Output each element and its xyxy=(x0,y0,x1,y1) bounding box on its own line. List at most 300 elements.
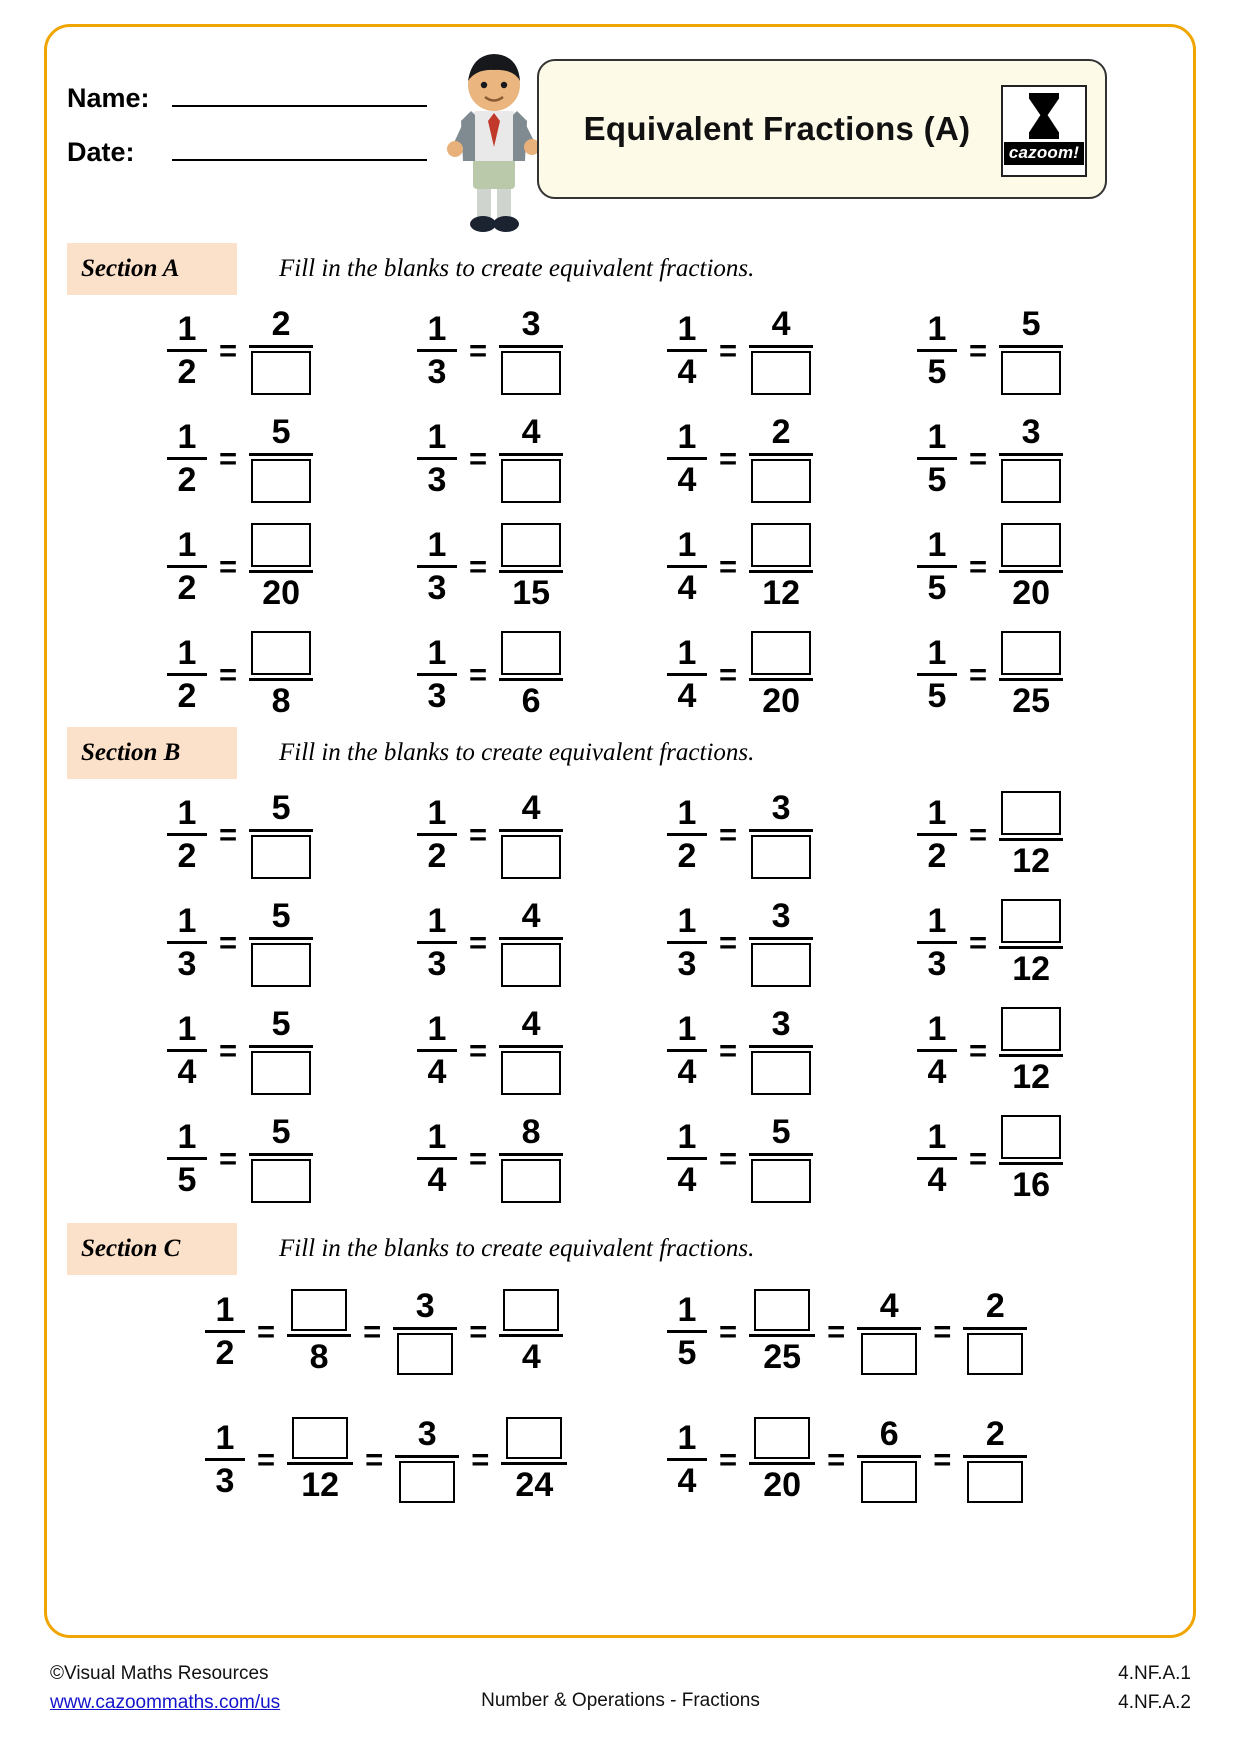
fraction-bar xyxy=(249,1045,313,1048)
numerator: 1 xyxy=(927,1009,947,1048)
fraction-left xyxy=(167,1009,207,1092)
fraction-bar xyxy=(249,937,313,940)
fraction-bar xyxy=(749,1334,815,1337)
fraction-bar xyxy=(417,457,457,460)
equals-sign: = xyxy=(719,816,738,852)
equals-sign: = xyxy=(969,1140,988,1176)
website-link[interactable]: www.cazoommaths.com/us xyxy=(50,1691,281,1713)
answer-box[interactable] xyxy=(501,835,561,879)
worksheet-header xyxy=(47,27,1193,227)
problem-a-13 xyxy=(167,631,313,719)
fraction-bar xyxy=(499,1334,563,1337)
answer-box[interactable] xyxy=(967,1461,1023,1503)
answer-box[interactable] xyxy=(501,943,561,987)
problem-b-10 xyxy=(417,1007,563,1095)
equals-sign: = xyxy=(469,1313,488,1349)
denominator: 20 xyxy=(763,1466,802,1504)
fraction-bar xyxy=(499,829,563,832)
fraction-1 xyxy=(205,1418,245,1501)
answer-box[interactable] xyxy=(291,1289,347,1331)
answer-box[interactable] xyxy=(506,1417,562,1459)
fraction-left xyxy=(167,525,207,608)
fraction-right xyxy=(749,631,813,719)
fraction-bar xyxy=(417,941,457,944)
fraction-left xyxy=(917,525,957,608)
problem-a-10 xyxy=(417,523,563,611)
fraction-left xyxy=(667,417,707,500)
fraction-right xyxy=(749,791,813,879)
section-b-bar xyxy=(67,727,237,779)
problem-a-1 xyxy=(167,307,313,395)
fraction-bar xyxy=(417,349,457,352)
equals-sign: = xyxy=(219,816,238,852)
equals-sign: = xyxy=(219,332,238,368)
date-row xyxy=(67,135,427,168)
denominator: 3 xyxy=(677,945,697,984)
denominator: 4 xyxy=(677,1161,697,1200)
fraction-bar xyxy=(749,453,813,456)
fraction-2 xyxy=(749,1289,815,1375)
problem-b-12 xyxy=(917,1007,1063,1095)
denominator: 2 xyxy=(177,837,197,876)
denominator: 6 xyxy=(521,682,541,720)
answer-box[interactable] xyxy=(501,1159,561,1203)
denominator: 3 xyxy=(177,945,197,984)
answer-box[interactable] xyxy=(501,1051,561,1095)
answer-box[interactable] xyxy=(251,631,311,675)
numerator: 1 xyxy=(927,901,947,940)
numerator: 8 xyxy=(521,1113,541,1151)
fraction-bar xyxy=(999,570,1063,573)
problem-a-7 xyxy=(667,415,813,503)
name-label: Name: xyxy=(67,83,150,113)
fraction-1 xyxy=(205,1290,245,1373)
fraction-bar xyxy=(749,1045,813,1048)
equals-sign: = xyxy=(969,656,988,692)
section-a-instruction: Fill in the blanks to create equivalent fractions. xyxy=(279,255,755,282)
date-label: Date: xyxy=(67,137,135,167)
numerator: 1 xyxy=(927,417,947,456)
fraction-right xyxy=(749,523,813,611)
denominator: 20 xyxy=(762,682,801,720)
fraction-bar xyxy=(667,349,707,352)
equals-sign: = xyxy=(469,1140,488,1176)
fraction-bar xyxy=(393,1327,457,1330)
denominator: 2 xyxy=(177,569,197,608)
answer-box[interactable] xyxy=(1001,791,1061,835)
fraction-bar xyxy=(999,1054,1063,1057)
answer-box[interactable] xyxy=(751,835,811,879)
numerator: 1 xyxy=(177,525,197,564)
fraction-left xyxy=(917,309,957,392)
fraction-bar xyxy=(749,1153,813,1156)
fraction-bar xyxy=(667,1330,707,1333)
answer-box[interactable] xyxy=(251,1159,311,1203)
numerator: 1 xyxy=(677,1418,697,1457)
fraction-left xyxy=(667,309,707,392)
fraction-bar xyxy=(999,453,1063,456)
denominator: 2 xyxy=(177,353,197,392)
fraction-right xyxy=(749,415,813,503)
fraction-right xyxy=(499,1115,563,1203)
fraction-right xyxy=(749,899,813,987)
answer-box[interactable] xyxy=(861,1461,917,1503)
equals-sign: = xyxy=(719,656,738,692)
answer-box[interactable] xyxy=(251,459,311,503)
answer-box[interactable] xyxy=(251,351,311,395)
equals-sign: = xyxy=(471,1441,490,1477)
equals-sign: = xyxy=(969,548,988,584)
fraction-left xyxy=(667,525,707,608)
fraction-left xyxy=(917,793,957,876)
fraction-right xyxy=(249,523,313,611)
fraction-bar xyxy=(917,673,957,676)
fraction-right xyxy=(999,523,1063,611)
denominator: 25 xyxy=(763,1338,802,1376)
fraction-bar xyxy=(963,1327,1027,1330)
equals-sign: = xyxy=(719,1441,738,1477)
answer-box[interactable] xyxy=(1001,1007,1061,1051)
fraction-bar xyxy=(287,1334,351,1337)
fraction-bar xyxy=(667,833,707,836)
numerator: 1 xyxy=(177,1117,197,1156)
fraction-3 xyxy=(857,1289,921,1375)
denominator: 3 xyxy=(927,945,947,984)
fraction-right xyxy=(999,415,1063,503)
numerator: 1 xyxy=(177,633,197,672)
numerator: 1 xyxy=(927,633,947,672)
equals-sign: = xyxy=(969,1032,988,1068)
fraction-4 xyxy=(963,1289,1027,1375)
numerator: 5 xyxy=(271,897,291,935)
denominator: 12 xyxy=(1012,950,1051,988)
footer-standards xyxy=(1118,1660,1191,1717)
numerator: 4 xyxy=(521,789,541,827)
answer-box[interactable] xyxy=(399,1461,455,1503)
title-box xyxy=(537,59,1107,199)
fraction-2 xyxy=(287,1289,351,1375)
fraction-bar xyxy=(749,937,813,940)
fraction-4 xyxy=(499,1289,563,1375)
numerator: 1 xyxy=(177,901,197,940)
equals-sign: = xyxy=(969,440,988,476)
denominator: 4 xyxy=(427,1053,447,1092)
denominator: 2 xyxy=(927,837,947,876)
numerator: 1 xyxy=(215,1418,235,1457)
answer-box[interactable] xyxy=(503,1289,559,1331)
problem-a-5 xyxy=(167,415,313,503)
name-row xyxy=(67,81,427,114)
answer-box[interactable] xyxy=(1001,1115,1061,1159)
problem-c-1 xyxy=(205,1289,563,1375)
fraction-right xyxy=(499,1007,563,1095)
denominator: 2 xyxy=(677,837,697,876)
numerator: 1 xyxy=(927,1117,947,1156)
fraction-right xyxy=(999,1007,1063,1095)
denominator: 16 xyxy=(1012,1166,1051,1204)
numerator: 1 xyxy=(677,1290,697,1329)
numerator: 1 xyxy=(427,309,447,348)
numerator: 2 xyxy=(985,1415,1005,1453)
fraction-bar xyxy=(499,453,563,456)
fraction-bar xyxy=(167,349,207,352)
answer-box[interactable] xyxy=(861,1333,917,1375)
fraction-left xyxy=(667,901,707,984)
fraction-left xyxy=(167,309,207,392)
fraction-bar xyxy=(749,829,813,832)
fraction-bar xyxy=(667,565,707,568)
answer-box[interactable] xyxy=(751,1159,811,1203)
numerator: 4 xyxy=(879,1287,899,1325)
fraction-4 xyxy=(501,1417,567,1503)
equals-sign: = xyxy=(719,1140,738,1176)
fraction-left xyxy=(667,793,707,876)
equals-sign: = xyxy=(257,1441,276,1477)
problem-b-15 xyxy=(667,1115,813,1203)
section-a-bar xyxy=(67,243,237,295)
denominator: 3 xyxy=(427,569,447,608)
answer-box[interactable] xyxy=(501,631,561,675)
numerator: 1 xyxy=(177,417,197,456)
section-a-label: Section A xyxy=(81,255,180,282)
numerator: 3 xyxy=(521,305,541,343)
equals-sign: = xyxy=(969,924,988,960)
numerator: 2 xyxy=(771,413,791,451)
problem-a-16 xyxy=(917,631,1063,719)
denominator: 2 xyxy=(177,461,197,500)
fraction-left xyxy=(417,309,457,392)
problem-a-2 xyxy=(417,307,563,395)
fraction-right xyxy=(499,791,563,879)
fraction-bar xyxy=(963,1455,1027,1458)
fraction-2 xyxy=(287,1417,353,1503)
denominator: 3 xyxy=(427,461,447,500)
denominator: 25 xyxy=(1012,682,1051,720)
answer-box[interactable] xyxy=(751,459,811,503)
worksheet-page xyxy=(44,24,1196,1638)
fraction-right xyxy=(999,1115,1063,1203)
name-input-line[interactable] xyxy=(172,81,427,107)
fraction-bar xyxy=(999,345,1063,348)
denominator: 2 xyxy=(177,677,197,716)
equals-sign: = xyxy=(219,924,238,960)
problem-b-14 xyxy=(417,1115,563,1203)
denominator: 4 xyxy=(677,353,697,392)
answer-box[interactable] xyxy=(754,1289,810,1331)
fraction-3 xyxy=(395,1417,459,1503)
problem-b-1 xyxy=(167,791,313,879)
numerator: 1 xyxy=(427,633,447,672)
cazoom-logo xyxy=(1001,85,1087,177)
fraction-right xyxy=(999,791,1063,879)
numerator: 1 xyxy=(177,309,197,348)
problem-c-4 xyxy=(667,1417,1027,1503)
fraction-bar xyxy=(499,937,563,940)
fraction-right xyxy=(749,1007,813,1095)
numerator: 1 xyxy=(677,793,697,832)
problem-c-2 xyxy=(667,1289,1027,1375)
answer-box[interactable] xyxy=(967,1333,1023,1375)
denominator: 12 xyxy=(762,574,801,612)
denominator: 5 xyxy=(927,353,947,392)
standard-code-1: 4.NF.A.1 xyxy=(1118,1663,1191,1684)
answer-box[interactable] xyxy=(397,1333,453,1375)
problem-a-4 xyxy=(917,307,1063,395)
fraction-bar xyxy=(999,838,1063,841)
denominator: 3 xyxy=(427,677,447,716)
numerator: 1 xyxy=(427,417,447,456)
fraction-left xyxy=(417,633,457,716)
equals-sign: = xyxy=(719,924,738,960)
numerator: 5 xyxy=(771,1113,791,1151)
fraction-bar xyxy=(917,833,957,836)
answer-box[interactable] xyxy=(251,835,311,879)
hourglass-icon xyxy=(1029,93,1059,139)
fraction-bar xyxy=(999,678,1063,681)
problem-c-3 xyxy=(205,1417,567,1503)
fraction-bar xyxy=(917,1157,957,1160)
fraction-bar xyxy=(857,1455,921,1458)
denominator: 8 xyxy=(271,682,291,720)
problem-b-2 xyxy=(417,791,563,879)
equals-sign: = xyxy=(469,816,488,852)
answer-box[interactable] xyxy=(251,943,311,987)
numerator: 4 xyxy=(771,305,791,343)
fraction-right xyxy=(749,1115,813,1203)
fraction-right xyxy=(249,415,313,503)
answer-box[interactable] xyxy=(754,1417,810,1459)
fraction-bar xyxy=(499,345,563,348)
denominator: 4 xyxy=(677,677,697,716)
equals-sign: = xyxy=(969,332,988,368)
problem-a-3 xyxy=(667,307,813,395)
fraction-4 xyxy=(963,1417,1027,1503)
numerator: 1 xyxy=(677,1117,697,1156)
answer-box[interactable] xyxy=(501,351,561,395)
fraction-left xyxy=(417,417,457,500)
fraction-3 xyxy=(857,1417,921,1503)
denominator: 4 xyxy=(677,1462,697,1501)
numerator: 1 xyxy=(427,1117,447,1156)
footer-topic: Number & Operations - Fractions xyxy=(481,1690,760,1711)
answer-box[interactable] xyxy=(501,523,561,567)
fraction-left xyxy=(667,633,707,716)
denominator: 15 xyxy=(512,574,551,612)
fraction-bar xyxy=(249,345,313,348)
fraction-left xyxy=(167,417,207,500)
answer-box[interactable] xyxy=(751,1051,811,1095)
fraction-bar xyxy=(287,1462,353,1465)
numerator: 1 xyxy=(427,525,447,564)
fraction-bar xyxy=(667,1049,707,1052)
answer-box[interactable] xyxy=(1001,631,1061,675)
answer-box[interactable] xyxy=(1001,523,1061,567)
fraction-bar xyxy=(667,457,707,460)
fraction-right xyxy=(249,1115,313,1203)
equals-sign: = xyxy=(469,548,488,584)
problem-b-7 xyxy=(667,899,813,987)
answer-box[interactable] xyxy=(1001,459,1061,503)
equals-sign: = xyxy=(363,1313,382,1349)
answer-box[interactable] xyxy=(251,1051,311,1095)
fraction-bar xyxy=(499,678,563,681)
answer-box[interactable] xyxy=(1001,351,1061,395)
fraction-bar xyxy=(167,1157,207,1160)
fraction-left xyxy=(417,525,457,608)
problem-b-5 xyxy=(167,899,313,987)
fraction-bar xyxy=(999,946,1063,949)
fraction-bar xyxy=(249,1153,313,1156)
problem-b-3 xyxy=(667,791,813,879)
denominator: 3 xyxy=(427,353,447,392)
section-b-instruction: Fill in the blanks to create equivalent fractions. xyxy=(279,739,755,766)
fraction-right xyxy=(749,307,813,395)
answer-box[interactable] xyxy=(292,1417,348,1459)
fraction-bar xyxy=(417,565,457,568)
problem-b-16 xyxy=(917,1115,1063,1203)
fraction-left xyxy=(917,901,957,984)
fraction-bar xyxy=(417,833,457,836)
equals-sign: = xyxy=(719,548,738,584)
equals-sign: = xyxy=(219,548,238,584)
numerator: 4 xyxy=(521,1005,541,1043)
fraction-left xyxy=(917,633,957,716)
denominator: 3 xyxy=(215,1462,235,1501)
equals-sign: = xyxy=(827,1313,846,1349)
answer-box[interactable] xyxy=(1001,899,1061,943)
problem-b-13 xyxy=(167,1115,313,1203)
fraction-bar xyxy=(917,565,957,568)
numerator: 5 xyxy=(271,789,291,827)
fraction-left xyxy=(167,793,207,876)
answer-box[interactable] xyxy=(751,351,811,395)
numerator: 1 xyxy=(215,1290,235,1329)
answer-box[interactable] xyxy=(751,943,811,987)
denominator: 8 xyxy=(309,1338,329,1376)
fraction-bar xyxy=(249,678,313,681)
date-input-line[interactable] xyxy=(172,135,427,161)
fraction-bar xyxy=(501,1462,567,1465)
denominator: 3 xyxy=(427,945,447,984)
denominator: 20 xyxy=(1012,574,1051,612)
numerator: 5 xyxy=(271,413,291,451)
numerator: 1 xyxy=(677,901,697,940)
fraction-right xyxy=(499,631,563,719)
numerator: 6 xyxy=(879,1415,899,1453)
equals-sign: = xyxy=(469,656,488,692)
fraction-right xyxy=(499,307,563,395)
page-title: Equivalent Fractions (A) xyxy=(583,110,971,147)
equals-sign: = xyxy=(469,924,488,960)
answer-box[interactable] xyxy=(501,459,561,503)
fraction-left xyxy=(417,793,457,876)
problem-a-11 xyxy=(667,523,813,611)
equals-sign: = xyxy=(933,1313,952,1349)
fraction-bar xyxy=(205,1330,245,1333)
fraction-left xyxy=(667,1117,707,1200)
numerator: 1 xyxy=(677,525,697,564)
denominator: 5 xyxy=(677,1334,697,1373)
fraction-right xyxy=(499,899,563,987)
answer-box[interactable] xyxy=(251,523,311,567)
fraction-bar xyxy=(667,1458,707,1461)
numerator: 3 xyxy=(1021,413,1041,451)
equals-sign: = xyxy=(719,332,738,368)
answer-box[interactable] xyxy=(751,523,811,567)
equals-sign: = xyxy=(827,1441,846,1477)
numerator: 1 xyxy=(677,633,697,672)
answer-box[interactable] xyxy=(751,631,811,675)
